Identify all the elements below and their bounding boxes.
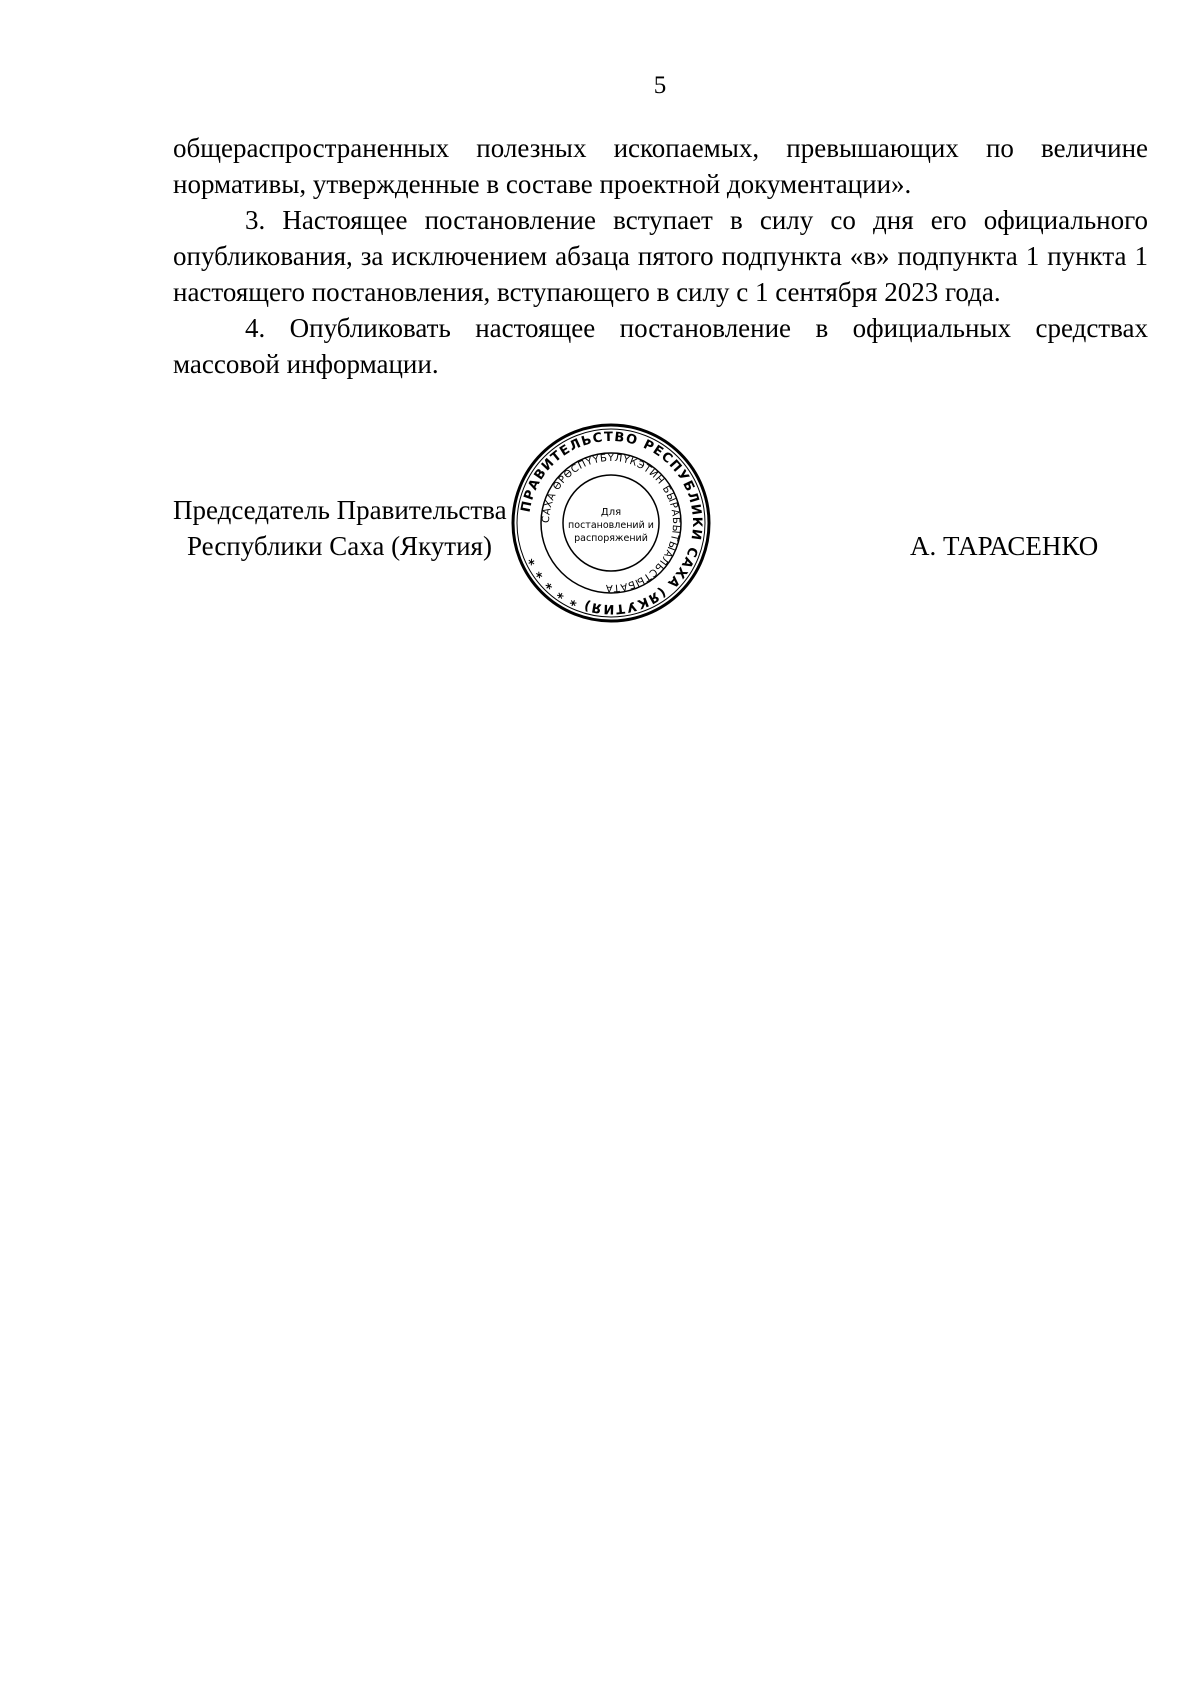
signatory-name: А. ТАРАСЕНКО <box>910 531 1099 561</box>
signatory-title-line-2: Республики Саха (Якутия) <box>187 531 492 561</box>
official-seal-stamp <box>511 423 711 623</box>
document-body <box>173 130 1148 382</box>
seal-center-line-3: распоряжений <box>574 533 648 544</box>
signatory-title <box>173 492 507 564</box>
signatory-title-line-1: Председатель Правительства <box>173 495 507 525</box>
seal-graphic <box>511 423 711 623</box>
page-number: 5 <box>653 72 667 99</box>
seal-outer-text: ПРАВИТЕЛЬСТВО РЕСПУБЛИКИ САХА (ЯКУТИЯ) * * * * * <box>518 429 705 617</box>
paragraph-4: 4. Опубликовать настоящее постановление в официальных средствах массовой информации. <box>173 313 1148 379</box>
seal-inner-text: САХА ӨРӨСПҮҮБҮЛҮКЭТИН БЫРАБЫТЫАЛЬСТЫБАТА <box>540 452 682 594</box>
paragraph-3: 3. Настоящее постановление вступает в силу со дня его официального опубликования, за исключением абзаца пятого подпункта «в» подпункта 1 пункта 1 настоящего постановления, вступающего в силу с 1 сентября 2023 года. <box>173 205 1148 307</box>
seal-center-line-2: постановлений и <box>568 520 654 531</box>
paragraph-continuation: общераспространенных полезных ископаемых, превышающих по величине нормативы, утвержденные в составе проектной документации». <box>173 133 1148 199</box>
seal-center-line-1: Для <box>600 507 622 518</box>
